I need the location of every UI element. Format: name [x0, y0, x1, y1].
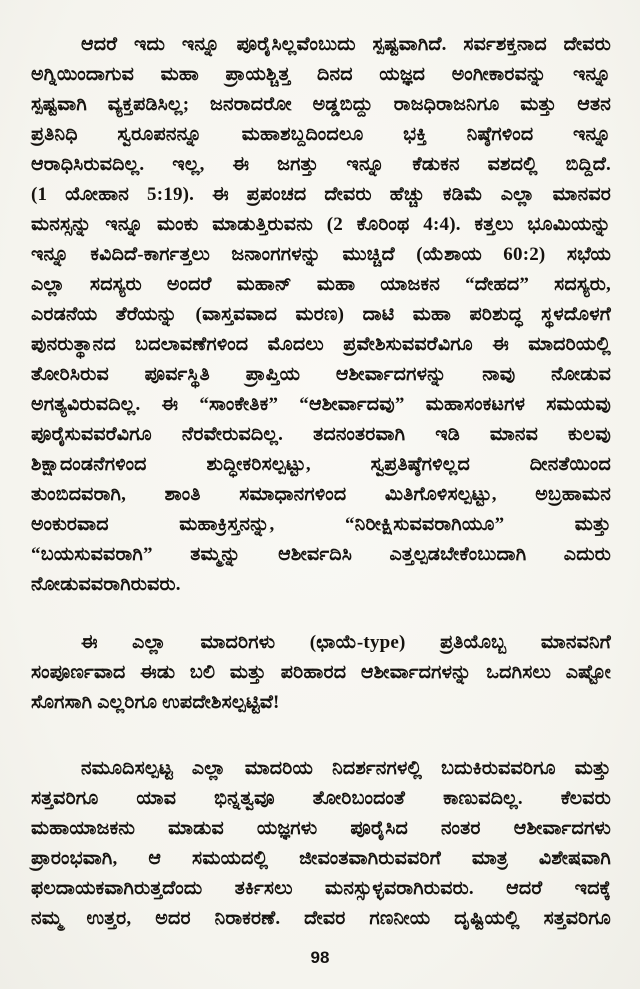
text-line: ಪುನರುತ್ಥಾನದ ಬದಲಾವಣೆಗಳಿಂದ ಮೊದಲು ಪ್ರವೇಶಿಸುವವರೆವಿಗೂ ಈ ಮಾದರಿಯಲ್ಲಿ	[31, 334, 611, 355]
text-line: (1 ಯೋಹಾನ 5:19). ಈ ಪ್ರಪಂಚದ ದೇವರು ಹೆಚ್ಚು ಕಡಿಮೆ ಎಲ್ಲಾ ಮಾನವರ	[31, 184, 611, 205]
text-line: ಸಂಪೂರ್ಣವಾದ ಈಡು ಬಲಿ ಮತ್ತು ಪರಿಹಾರದ ಆಶೀರ್ವಾದಗಳನ್ನು ಒದಗಿಸಲು ಎಷ್ಟೋ	[31, 662, 611, 683]
text-line: ಎಲ್ಲಾ ಸದಸ್ಯರು ಅಂದರೆ ಮಹಾನ್ ಮಹಾ ಯಾಜಕನ “ದೇಹದ” ಸದಸ್ಯರು,	[31, 274, 611, 295]
text-line: ಫಲದಾಯಕವಾಗಿರುತ್ತದೆಂದು ತರ್ಕಿಸಲು ಮನಸ್ಸುಳ್ಳವರಾಗಿರುವರು. ಆದರೆ ಇದಕ್ಕೆ	[31, 878, 611, 899]
text-line: ತೋರಿಸಿರುವ ಪೂರ್ವಸ್ಥಿತಿ ಪ್ರಾಪ್ತಿಯ ಆಶೀರ್ವಾದಗಳನ್ನು ನಾವು ನೋಡುವ	[31, 364, 611, 385]
text-line: “ಬಯಸುವವರಾಗಿ” ತಮ್ಮನ್ನು ಆಶೀರ್ವದಿಸಿ ಎತ್ತಲ್ಪಡಬೇಕೆಂಬುದಾಗಿ ಎದುರು	[31, 544, 611, 565]
text-line: ಆದರೆ ಇದು ಇನ್ನೂ ಪೂರೈಸಿಲ್ಲವೆಂಬುದು ಸ್ಪಷ್ಟವಾಗಿದೆ. ಸರ್ವಶಕ್ತನಾದ ದೇವರು	[81, 34, 611, 55]
text-line: ತುಂಬಿದವರಾಗಿ, ಶಾಂತಿ ಸಮಾಧಾನಗಳಿಂದ ಮಿತಿಗೊಳಿಸಲ್ಪಟ್ಟು, ಅಬ್ರಹಾಮನ	[31, 484, 611, 505]
paragraph-2	[31, 628, 611, 718]
text-line: ಅಂಕುರವಾದ ಮಹಾಕ್ರಿಸ್ತನನ್ನು, “ನಿರೀಕ್ಷಿಸುವವರಾಗಿಯೂ” ಮತ್ತು	[31, 514, 611, 535]
text-line: ಎರಡನೆಯ ತೆರೆಯನ್ನು (ವಾಸ್ತವವಾದ ಮರಣ) ದಾಟಿ ಮಹಾ ಪರಿಶುದ್ಧ ಸ್ಥಳದೊಳಗೆ	[31, 304, 611, 325]
text-line: ಅಗತ್ಯವಿರುವದಿಲ್ಲ. ಈ “ಸಾಂಕೇತಿಕ” “ಆಶೀರ್ವಾದವು” ಮಹಾಸಂಕಟಗಳ ಸಮಯವು	[31, 394, 611, 415]
text-line: ಪ್ರತಿನಿಧಿ ಸ್ವರೂಪನನ್ನೂ ಮಹಾಶಬ್ದದಿಂದಲೂ ಭಕ್ತಿ ನಿಷ್ಠೆಗಳಿಂದ ಇನ್ನೂ	[31, 124, 611, 145]
text-line: ಮನಸ್ಸನ್ನು ಇನ್ನೂ ಮಂಕು ಮಾಡುತ್ತಿರುವನು (2 ಕೊರಿಂಥ 4:4). ಕತ್ತಲು ಭೂಮಿಯನ್ನು	[31, 214, 611, 235]
text-block	[31, 30, 611, 934]
paragraph-3	[31, 754, 611, 934]
text-line: ನಮೂದಿಸಲ್ಪಟ್ಟ ಎಲ್ಲಾ ಮಾದರಿಯ ನಿದರ್ಶನಗಳಲ್ಲಿ ಬದುಕಿರುವವರಿಗೂ ಮತ್ತು	[81, 758, 611, 779]
text-line: ಪ್ರಾರಂಭವಾಗಿ, ಆ ಸಮಯದಲ್ಲಿ ಜೀವಂತವಾಗಿರುವವರಿಗೆ ಮಾತ್ರ ವಿಶೇಷವಾಗಿ	[31, 848, 611, 869]
text-line: ಸೊಗಸಾಗಿ ಎಲ್ಲರಿಗೂ ಉಪದೇಶಿಸಲ್ಪಟ್ಟಿವೆ!	[31, 692, 280, 713]
text-line: ಶಿಕ್ಷಾದಂಡನೆಗಳಿಂದ ಶುದ್ಧೀಕರಿಸಲ್ಪಟ್ಟು, ಸ್ವಪ್ರತಿಷ್ಠೆಗಳಿಲ್ಲದ ದೀನತೆಯಿಂದ	[31, 454, 611, 475]
paragraph-1	[31, 30, 611, 600]
text-line: ಆರಾಧಿಸಿರುವದಿಲ್ಲ. ಇಲ್ಲ, ಈ ಜಗತ್ತು ಇನ್ನೂ ಕೆಡುಕನ ವಶದಲ್ಲಿ ಬಿದ್ದಿದೆ.	[31, 154, 611, 175]
text-line: ಸ್ಪಷ್ಟವಾಗಿ ವ್ಯಕ್ತಪಡಿಸಿಲ್ಲ; ಜನರಾದರೋ ಅಡ್ಡಬಿದ್ದು ರಾಜಧಿರಾಜನಿಗೂ ಮತ್ತು ಆತನ	[31, 94, 611, 115]
text-line: ಅಗ್ನಿಯಿಂದಾಗುವ ಮಹಾ ಪ್ರಾಯಶ್ಚಿತ್ತ ದಿನದ ಯಜ್ಞದ ಅಂಗೀಕಾರವನ್ನು ಇನ್ನೂ	[31, 64, 611, 85]
text-line: ನಮ್ಮ ಉತ್ತರ, ಅದರ ನಿರಾಕರಣೆ. ದೇವರ ಗಣನೀಯ ದೃಷ್ಟಿಯಲ್ಲಿ ಸತ್ತವರಿಗೂ	[31, 908, 611, 929]
text-line: ಸತ್ತವರಿಗೂ ಯಾವ ಭಿನ್ನತ್ವವೂ ತೋರಿಬಂದಂತೆ ಕಾಣುವದಿಲ್ಲ. ಕೆಲವರು	[31, 788, 611, 809]
text-line: ಇನ್ನೂ ಕವಿದಿದೆ-ಕಾರ್ಗತ್ತಲು ಜನಾಂಗಗಳನ್ನು ಮುಚ್ಚಿದೆ (ಯೆಶಾಯ 60:2) ಸಭೆಯ	[31, 244, 611, 265]
page-number: 98	[310, 948, 330, 967]
text-line: ಮಹಾಯಾಜಕನು ಮಾಡುವ ಯಜ್ಞಗಳು ಪೂರೈಸಿದ ನಂತರ ಆಶೀರ್ವಾದಗಳು	[31, 818, 611, 839]
text-line: ನೋಡುವವರಾಗಿರುವರು.	[31, 574, 181, 595]
text-line: ಪೂರೈಸುವವರೆವಿಗೂ ನೆರವೇರುವದಿಲ್ಲ. ತದನಂತರವಾಗಿ ಇಡಿ ಮಾನವ ಕುಲವು	[31, 424, 611, 445]
text-line: ಈ ಎಲ್ಲಾ ಮಾದರಿಗಳು (ಛಾಯೆ-type) ಪ್ರತಿಯೊಬ್ಬ ಮಾನವನಿಗೆ	[81, 632, 611, 653]
